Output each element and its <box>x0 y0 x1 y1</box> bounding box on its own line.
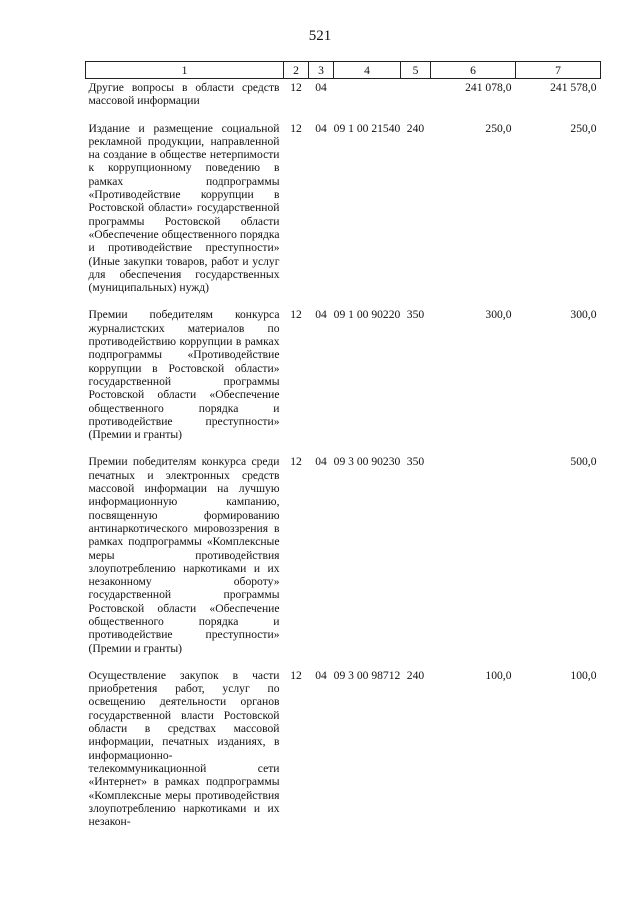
column-header: 2 <box>284 62 309 79</box>
column-header: 3 <box>309 62 334 79</box>
row-subsection: 04 <box>315 308 327 322</box>
row-amount-year1: 241 078,0 <box>465 81 512 94</box>
row-amount-year2: 250,0 <box>570 121 597 135</box>
row-description: Премии победителям конкурса среди печатных и электронных средств массовой информации на лучшую информационную кампанию, посвященную формированию антинаркотического мировоззрения в рамках подпрограммы «Комплексные меры противодействия злоупотреблению наркотиками и их незаконному обороту» государственной программы Ростовской области «Обеспечение общественного порядка и противодействие преступности» (Премии и гранты) <box>88 455 280 655</box>
row-expense-type: 350 <box>406 455 425 469</box>
row-expense-type: 350 <box>406 308 425 322</box>
row-description: Премии победителям конкурса журналистских материалов по противодействию коррупции в рамках подпрограммы «Противодействие коррупции в Ростовской области» государственной программы Ростовской области «Обеспечение общественного порядка и противодействие преступности» (Премии и гранты) <box>88 308 280 442</box>
row-description: Издание и размещение социальной рекламной продукции, направленной на создание в обществе нетерпимости к коррупционному поведению в рамках подпрограммы «Противодействие коррупции в Ростовской области» государственной программы Ростовской области «Обеспечение общественного порядка и противодействие преступности» (Иные закупки товаров, работ и услуг для обеспечения государственных (муниципальных) нужд) <box>88 121 280 295</box>
column-header: 7 <box>516 62 601 79</box>
row-expense-type: 240 <box>406 121 425 135</box>
table-row <box>86 306 601 441</box>
row-section: 12 <box>290 668 302 682</box>
row-target-code: 09 3 00 98712 <box>333 668 401 682</box>
row-amount-year2: 241 578,0 <box>550 81 597 94</box>
row-description: Осуществление закупок в части приобретения работ, услуг по освещению деятельности органов государственной власти Ростовской области в средствах массовой информации, печатных изданиях, в информационно-телекоммуникационной сети «Интернет» в рамках подпрограммы «Комплексные меры противодействия злоупотреблению наркотиками и их незакон- <box>88 668 280 829</box>
row-amount-year2: 500,0 <box>570 455 597 469</box>
row-subsection: 04 <box>315 668 327 682</box>
row-expense-type: 240 <box>406 668 425 682</box>
page-number: 521 <box>308 28 332 44</box>
table-row <box>86 120 601 295</box>
table-header-row <box>86 62 601 79</box>
row-section: 12 <box>290 81 302 94</box>
row-target-code <box>334 79 401 108</box>
row-expense-type <box>401 79 431 108</box>
column-header: 6 <box>431 62 516 79</box>
row-amount-year1: 250,0 <box>485 121 512 135</box>
row-subsection: 04 <box>315 121 327 135</box>
table-row <box>86 79 601 108</box>
row-amount-year1: 100,0 <box>485 668 512 682</box>
row-section: 12 <box>290 121 302 135</box>
column-header: 5 <box>401 62 431 79</box>
row-amount-year1: 300,0 <box>485 308 512 322</box>
table-row <box>86 453 601 654</box>
budget-table <box>85 61 601 828</box>
row-amount-year1 <box>431 453 516 654</box>
row-amount-year2: 100,0 <box>570 668 597 682</box>
row-target-code: 09 3 00 90230 <box>333 455 401 469</box>
table-row <box>86 667 601 829</box>
column-header: 4 <box>334 62 401 79</box>
row-amount-year2: 300,0 <box>570 308 597 322</box>
row-target-code: 09 1 00 21540 <box>333 121 401 135</box>
row-subsection: 04 <box>315 81 327 94</box>
row-target-code: 09 1 00 90220 <box>333 308 401 322</box>
column-header: 1 <box>86 62 284 79</box>
row-subsection: 04 <box>315 455 327 469</box>
row-description: Другие вопросы в области средств массовой информации <box>88 81 280 108</box>
row-section: 12 <box>290 308 302 322</box>
row-section: 12 <box>290 455 302 469</box>
